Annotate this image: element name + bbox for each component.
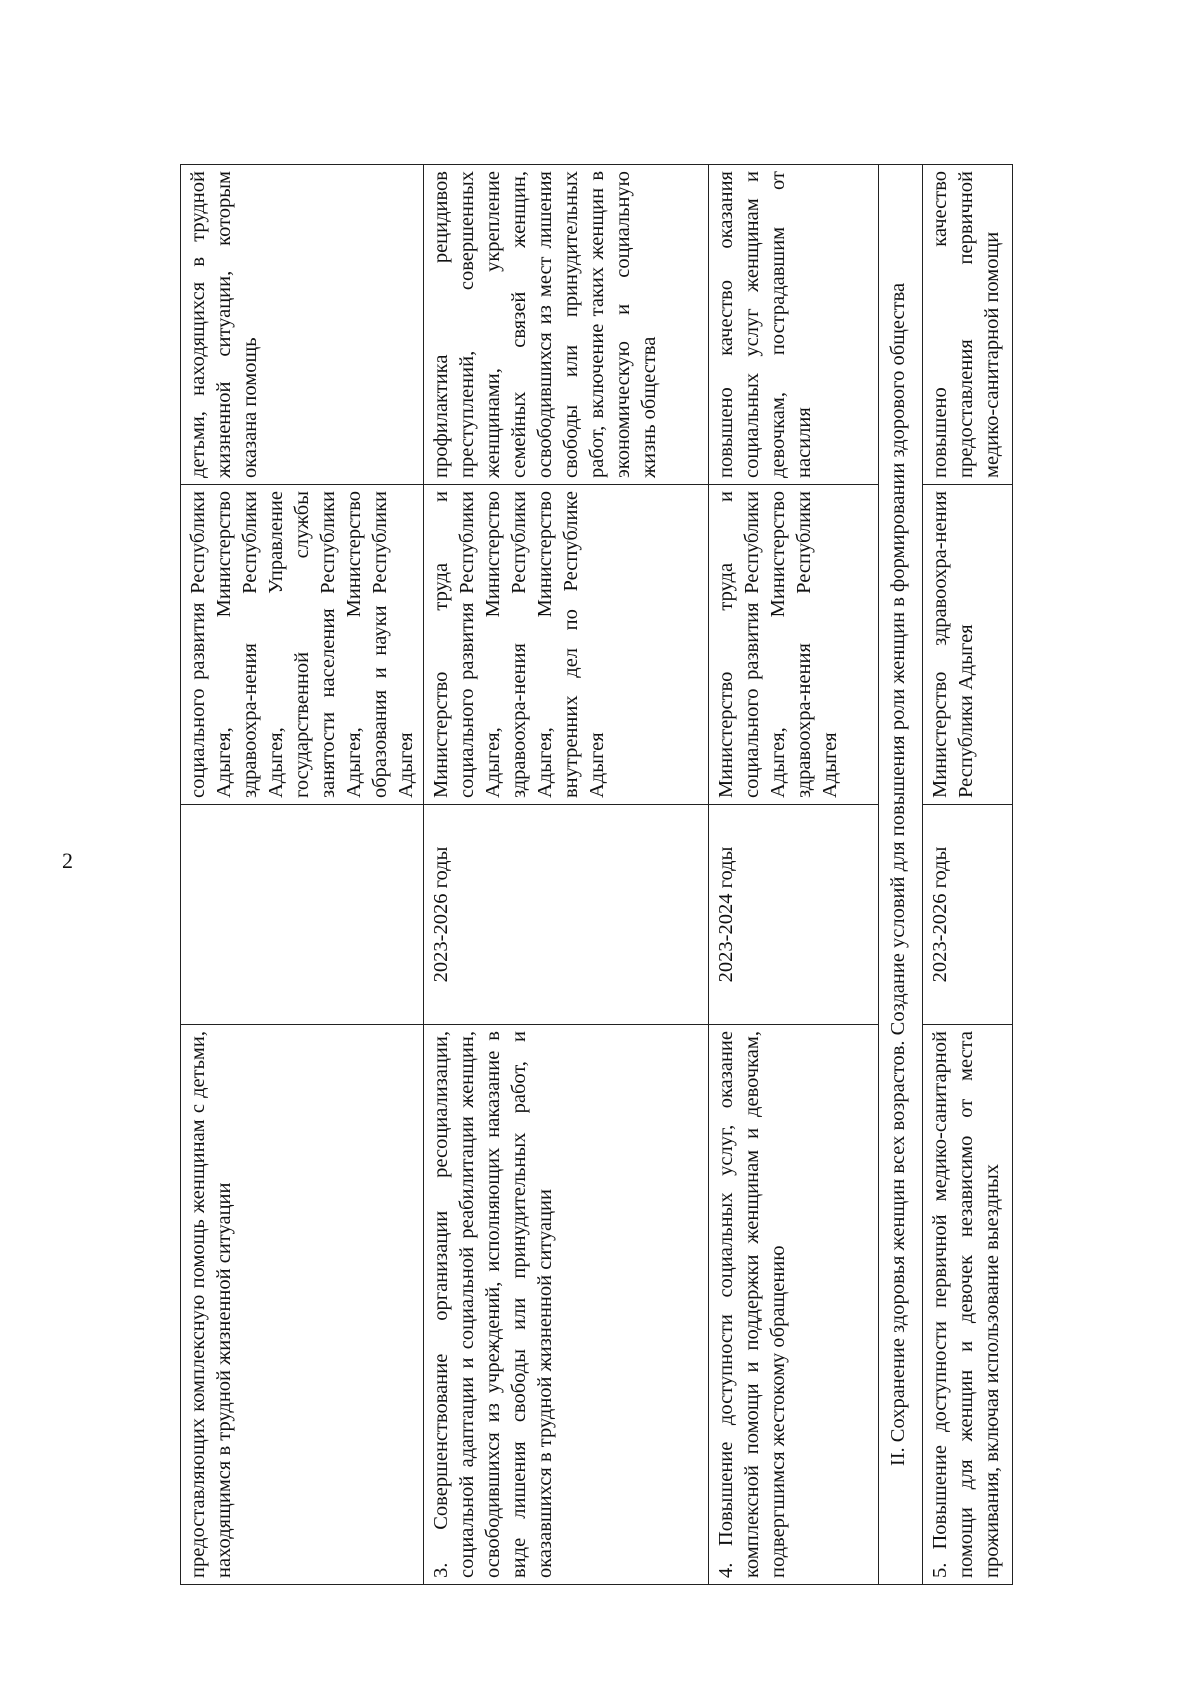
table-row	[923, 165, 1013, 1585]
measure-cell: 5. Повышение доступности первичной медико-санитарной помощи для женщин и девочек независимо от места проживания, включая использование выездных	[923, 1025, 1013, 1585]
period-cell: 2023-2026 годы	[923, 805, 1013, 1025]
executors-cell: Министерство труда и социального развития Республики Адыгея, Министерство здравоохра-нения Республики Адыгея	[709, 485, 879, 805]
executors-cell: Министерство труда и социального развития Республики Адыгея, Министерство здравоохра-нения Республики Адыгея, Министерство внутренних дел по Республике Адыгея	[424, 485, 709, 805]
section-title: II. Сохранение здоровья женщин всех возрастов. Создание условий для повышения роли женщин в формировании здорового общества	[879, 165, 923, 1585]
section-heading-row	[879, 165, 923, 1585]
measures-table	[180, 164, 1013, 1585]
measure-cell: предоставляющих комплексную помощь женщинам с детьми, находящимся в трудной жизненной ситуации	[181, 1025, 424, 1585]
measure-cell: 4. Повышение доступности социальных услуг, оказание комплексной помощи и поддержки женщинам и девочкам, подвергшимся жестокому обращению	[709, 1025, 879, 1585]
result-cell: повышено качество предоставления первичной медико-санитарной помощи	[923, 165, 1013, 485]
table-row	[709, 165, 879, 1585]
page-number: 2	[62, 848, 73, 873]
result-cell: детьми, находящихся в трудной жизненной ситуации, которым оказана помощь	[181, 165, 424, 485]
period-cell: 2023-2024 годы	[709, 805, 879, 1025]
period-cell	[181, 805, 424, 1025]
table-row	[424, 165, 709, 1585]
executors-cell: Министерство здравоохра-нения Республики Адыгея	[923, 485, 1013, 805]
table-row	[181, 165, 424, 1585]
rotated-table-wrapper	[180, 165, 1070, 1585]
executors-cell: социального развития Республики Адыгея, Министерство здравоохра-нения Республики Адыгея, Управление государственной службы занятости населения Республики Адыгея, Министерство образования и науки Республики Адыгея	[181, 485, 424, 805]
measure-cell: 3. Совершенствование организации ресоциализации, социальной адаптации и социальной реабилитации женщин, освободившихся из учреждений, исполняющих наказание в виде лишения свободы или принудительных работ, и оказавшихся в трудной жизненной ситуации	[424, 1025, 709, 1585]
period-cell: 2023-2026 годы	[424, 805, 709, 1025]
result-cell: повышено качество оказания социальных услуг женщинам и девочкам, пострадавшим от насилия	[709, 165, 879, 485]
result-cell: профилактика рецидивов преступлений, совершенных женщинами, укрепление семейных связей женщин, освободившихся из мест лишения свободы или принудительных работ, включение таких женщин в экономическую и социальную жизнь общества	[424, 165, 709, 485]
